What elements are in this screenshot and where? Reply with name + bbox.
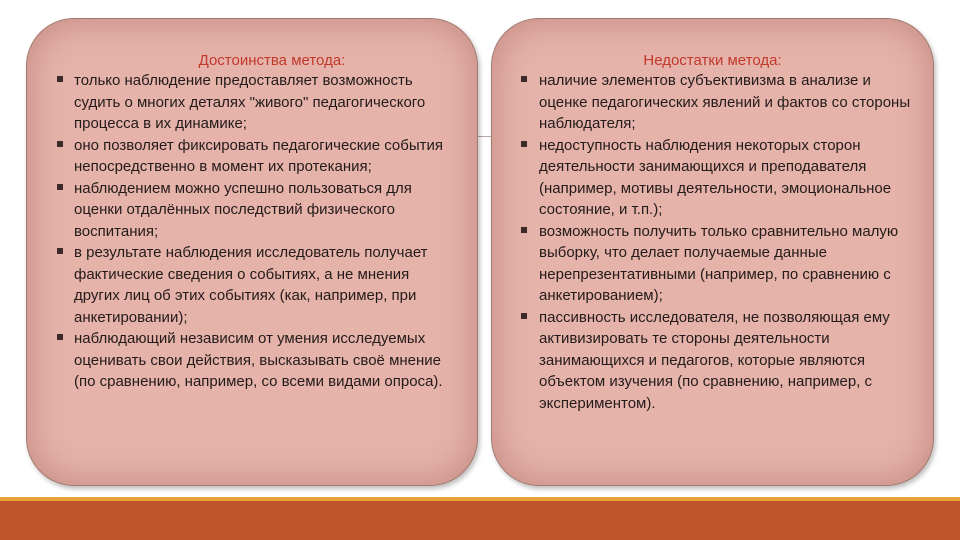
disadvantages-title: Недостатки метода: xyxy=(643,52,782,69)
square-bullet-icon xyxy=(57,141,63,147)
list-item-text: только наблюдение предоставляет возможность судить о многих деталях "живого" педагогического процесса в их динамике; xyxy=(74,72,426,132)
square-bullet-icon xyxy=(57,184,63,190)
footer-bar xyxy=(0,501,960,540)
advantages-title: Достоинства метода: xyxy=(198,52,346,69)
list-item-text: пассивность исследователя, не позволяющая ему активизировать те стороны деятельности занимающихся и педагогов, которые являются объектом изучения (по сравнению, например, с экспериментом). xyxy=(539,308,890,412)
square-bullet-icon xyxy=(57,76,63,82)
list-item xyxy=(492,221,933,307)
square-bullet-icon xyxy=(521,227,527,233)
advantages-list xyxy=(27,70,477,393)
advantages-card xyxy=(26,18,478,486)
list-item-text: оно позволяет фиксировать педагогические события непосредственно в момент их протекания; xyxy=(74,136,443,175)
list-item-text: в результате наблюдения исследователь получает фактические сведения о событиях, а не мнения других лиц об этих событиях (как, например, при анкетировании); xyxy=(74,244,428,326)
list-item-text: наблюдающий независим от умения исследуемых оценивать свои действия, высказывать своё мнение (по сравнению, например, со всеми видами опроса). xyxy=(74,330,443,390)
list-item xyxy=(27,70,477,135)
list-item-text: наличие элементов субъективизма в анализе и оценке педагогических явлений и фактов со стороны наблюдателя; xyxy=(539,72,911,132)
square-bullet-icon xyxy=(57,334,63,340)
list-item xyxy=(27,178,477,243)
disadvantages-list xyxy=(492,70,933,414)
list-item-text: недоступность наблюдения некоторых сторон деятельности занимающихся и преподавателя (например, мотивы деятельности, эмоциональное состояние, и т.п.); xyxy=(539,136,892,218)
list-item xyxy=(27,328,477,393)
list-item xyxy=(492,135,933,221)
square-bullet-icon xyxy=(521,313,527,319)
disadvantages-card xyxy=(491,18,934,486)
square-bullet-icon xyxy=(521,76,527,82)
list-item-text: наблюдением можно успешно пользоваться для оценки отдалённых последствий физического воспитания; xyxy=(74,179,412,240)
square-bullet-icon xyxy=(57,248,63,254)
list-item-text: возможность получить только сравнительно малую выборку, что делает получаемые данные нерепрезентативными (например, по сравнению с анкетированием); xyxy=(539,222,899,304)
list-item xyxy=(492,70,933,135)
connector-line xyxy=(478,136,492,137)
list-item xyxy=(27,242,477,328)
list-item xyxy=(492,307,933,415)
list-item xyxy=(27,135,477,178)
square-bullet-icon xyxy=(521,141,527,147)
